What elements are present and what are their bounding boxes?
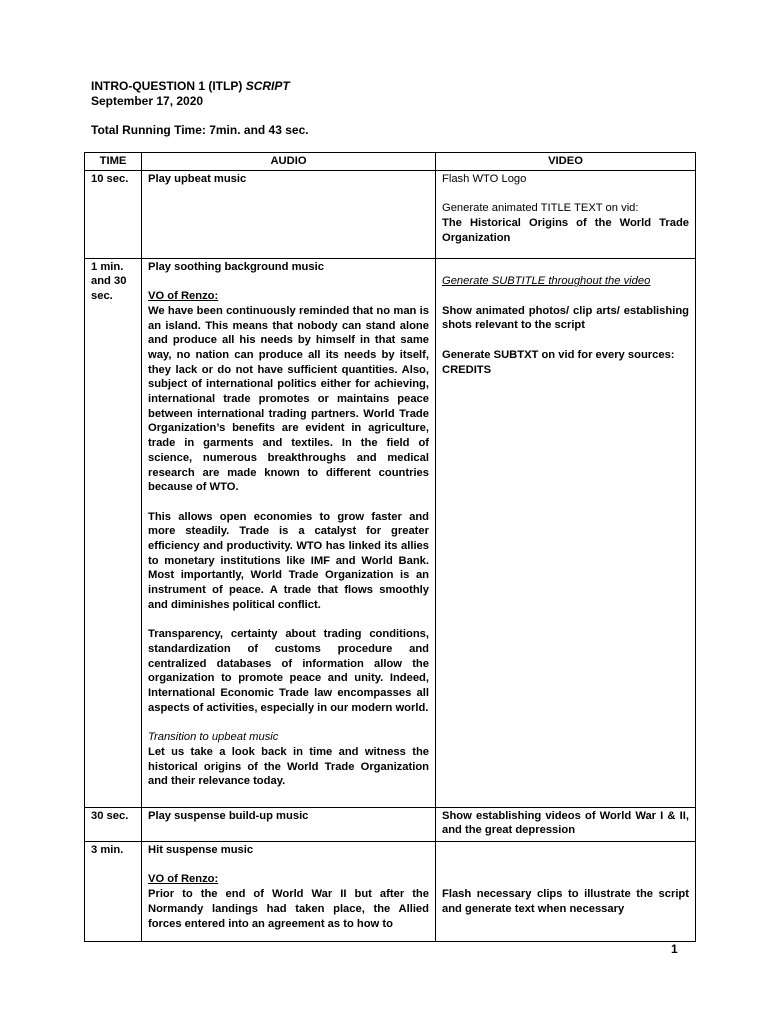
column-header-audio: AUDIO (142, 153, 436, 171)
video-line: Show establishing videos of World War I & II, and the great depression (442, 809, 689, 837)
audio-line: Play suspense build-up music (148, 809, 309, 822)
time-cell: 10 sec. (85, 170, 142, 258)
audio-cell (142, 842, 436, 942)
audio-cell (142, 170, 436, 258)
time-cell: 3 min. (85, 842, 142, 942)
video-line: Show animated photos/ clip arts/ establishing shots relevant to the script (442, 304, 689, 332)
video-line: Flash WTO Logo (442, 172, 527, 185)
audio-line: Play upbeat music (148, 172, 247, 185)
audio-paragraph: This allows open economies to grow faster and more steadily. Trade is a catalyst for greater efficiency and productivity. WTO has linked its allies to monetary institutions like IMF and World Bank. Most importantly, World Trade Organization is an instrument of peace. A trade that flows smoothly and diminishes political conflict. (148, 510, 429, 611)
video-line: The Historical Origins of the World Trade Organization (442, 216, 689, 244)
video-cell (436, 807, 696, 841)
voice-over-label: VO of Renzo: (148, 873, 219, 886)
video-line: Generate animated TITLE TEXT on vid: (442, 202, 639, 215)
audio-transition: Transition to upbeat music (148, 731, 279, 744)
video-cell (436, 842, 696, 942)
video-line: Flash necessary clips to illustrate the script and generate text when necessary (442, 888, 689, 915)
script-table (84, 152, 696, 942)
video-line: Generate SUBTXT on vid for every sources: CREDITS (442, 348, 675, 376)
time-cell: 1 min. and 30 sec. (85, 258, 142, 807)
voice-over-label: VO of Renzo: (148, 290, 219, 303)
script-title: INTRO-QUESTION 1 (ITLP) SCRIPT (91, 79, 290, 93)
audio-cell (142, 807, 436, 841)
table-row (85, 258, 696, 807)
audio-line: Hit suspense music (148, 844, 254, 857)
running-time: Total Running Time: 7min. and 43 sec. (91, 123, 309, 137)
column-header-time: TIME (85, 153, 142, 171)
audio-cell (142, 258, 436, 807)
table-row (85, 842, 696, 942)
audio-paragraph: We have been continuously reminded that no man is an island. This means that nobody can stand alone and produce all his needs by himself in that same way, no nation can produce all its needs by itself, they lack or do not have sufficient quantities. Also, subject of international politics either for achieving, international trade promotes or maintains peace between international trading partners. World Trade Organization’s benefits are evident in agriculture, trade in garments and textiles. In the field of science, numerous breakthroughs and medical research are made known to different countries because of WTO. (148, 304, 429, 494)
audio-paragraph: Prior to the end of World War II but after the Normandy landings had taken place, the Allied forces entered into an agreement as to how to (148, 888, 429, 930)
column-header-video: VIDEO (436, 153, 696, 171)
script-date: September 17, 2020 (91, 94, 204, 108)
table-row (85, 170, 696, 258)
video-line: Generate SUBTITLE throughout the video (442, 275, 651, 288)
video-cell (436, 170, 696, 258)
table-row (85, 807, 696, 841)
video-cell (436, 258, 696, 807)
audio-paragraph: Transparency, certainty about trading conditions, standardization of customs procedure and centralized databases of information allow the organization to promote peace and unity. Indeed, International Economic Trade law encompasses all aspects of activities, especially in our modern world. (148, 628, 429, 714)
page-number: 1 (671, 942, 678, 956)
audio-paragraph: Let us take a look back in time and witness the historical origins of the World Trade Organization and their relevance today. (148, 745, 429, 788)
audio-line: Play soothing background music (148, 260, 324, 273)
table-header-row (85, 153, 696, 171)
time-cell: 30 sec. (85, 807, 142, 841)
